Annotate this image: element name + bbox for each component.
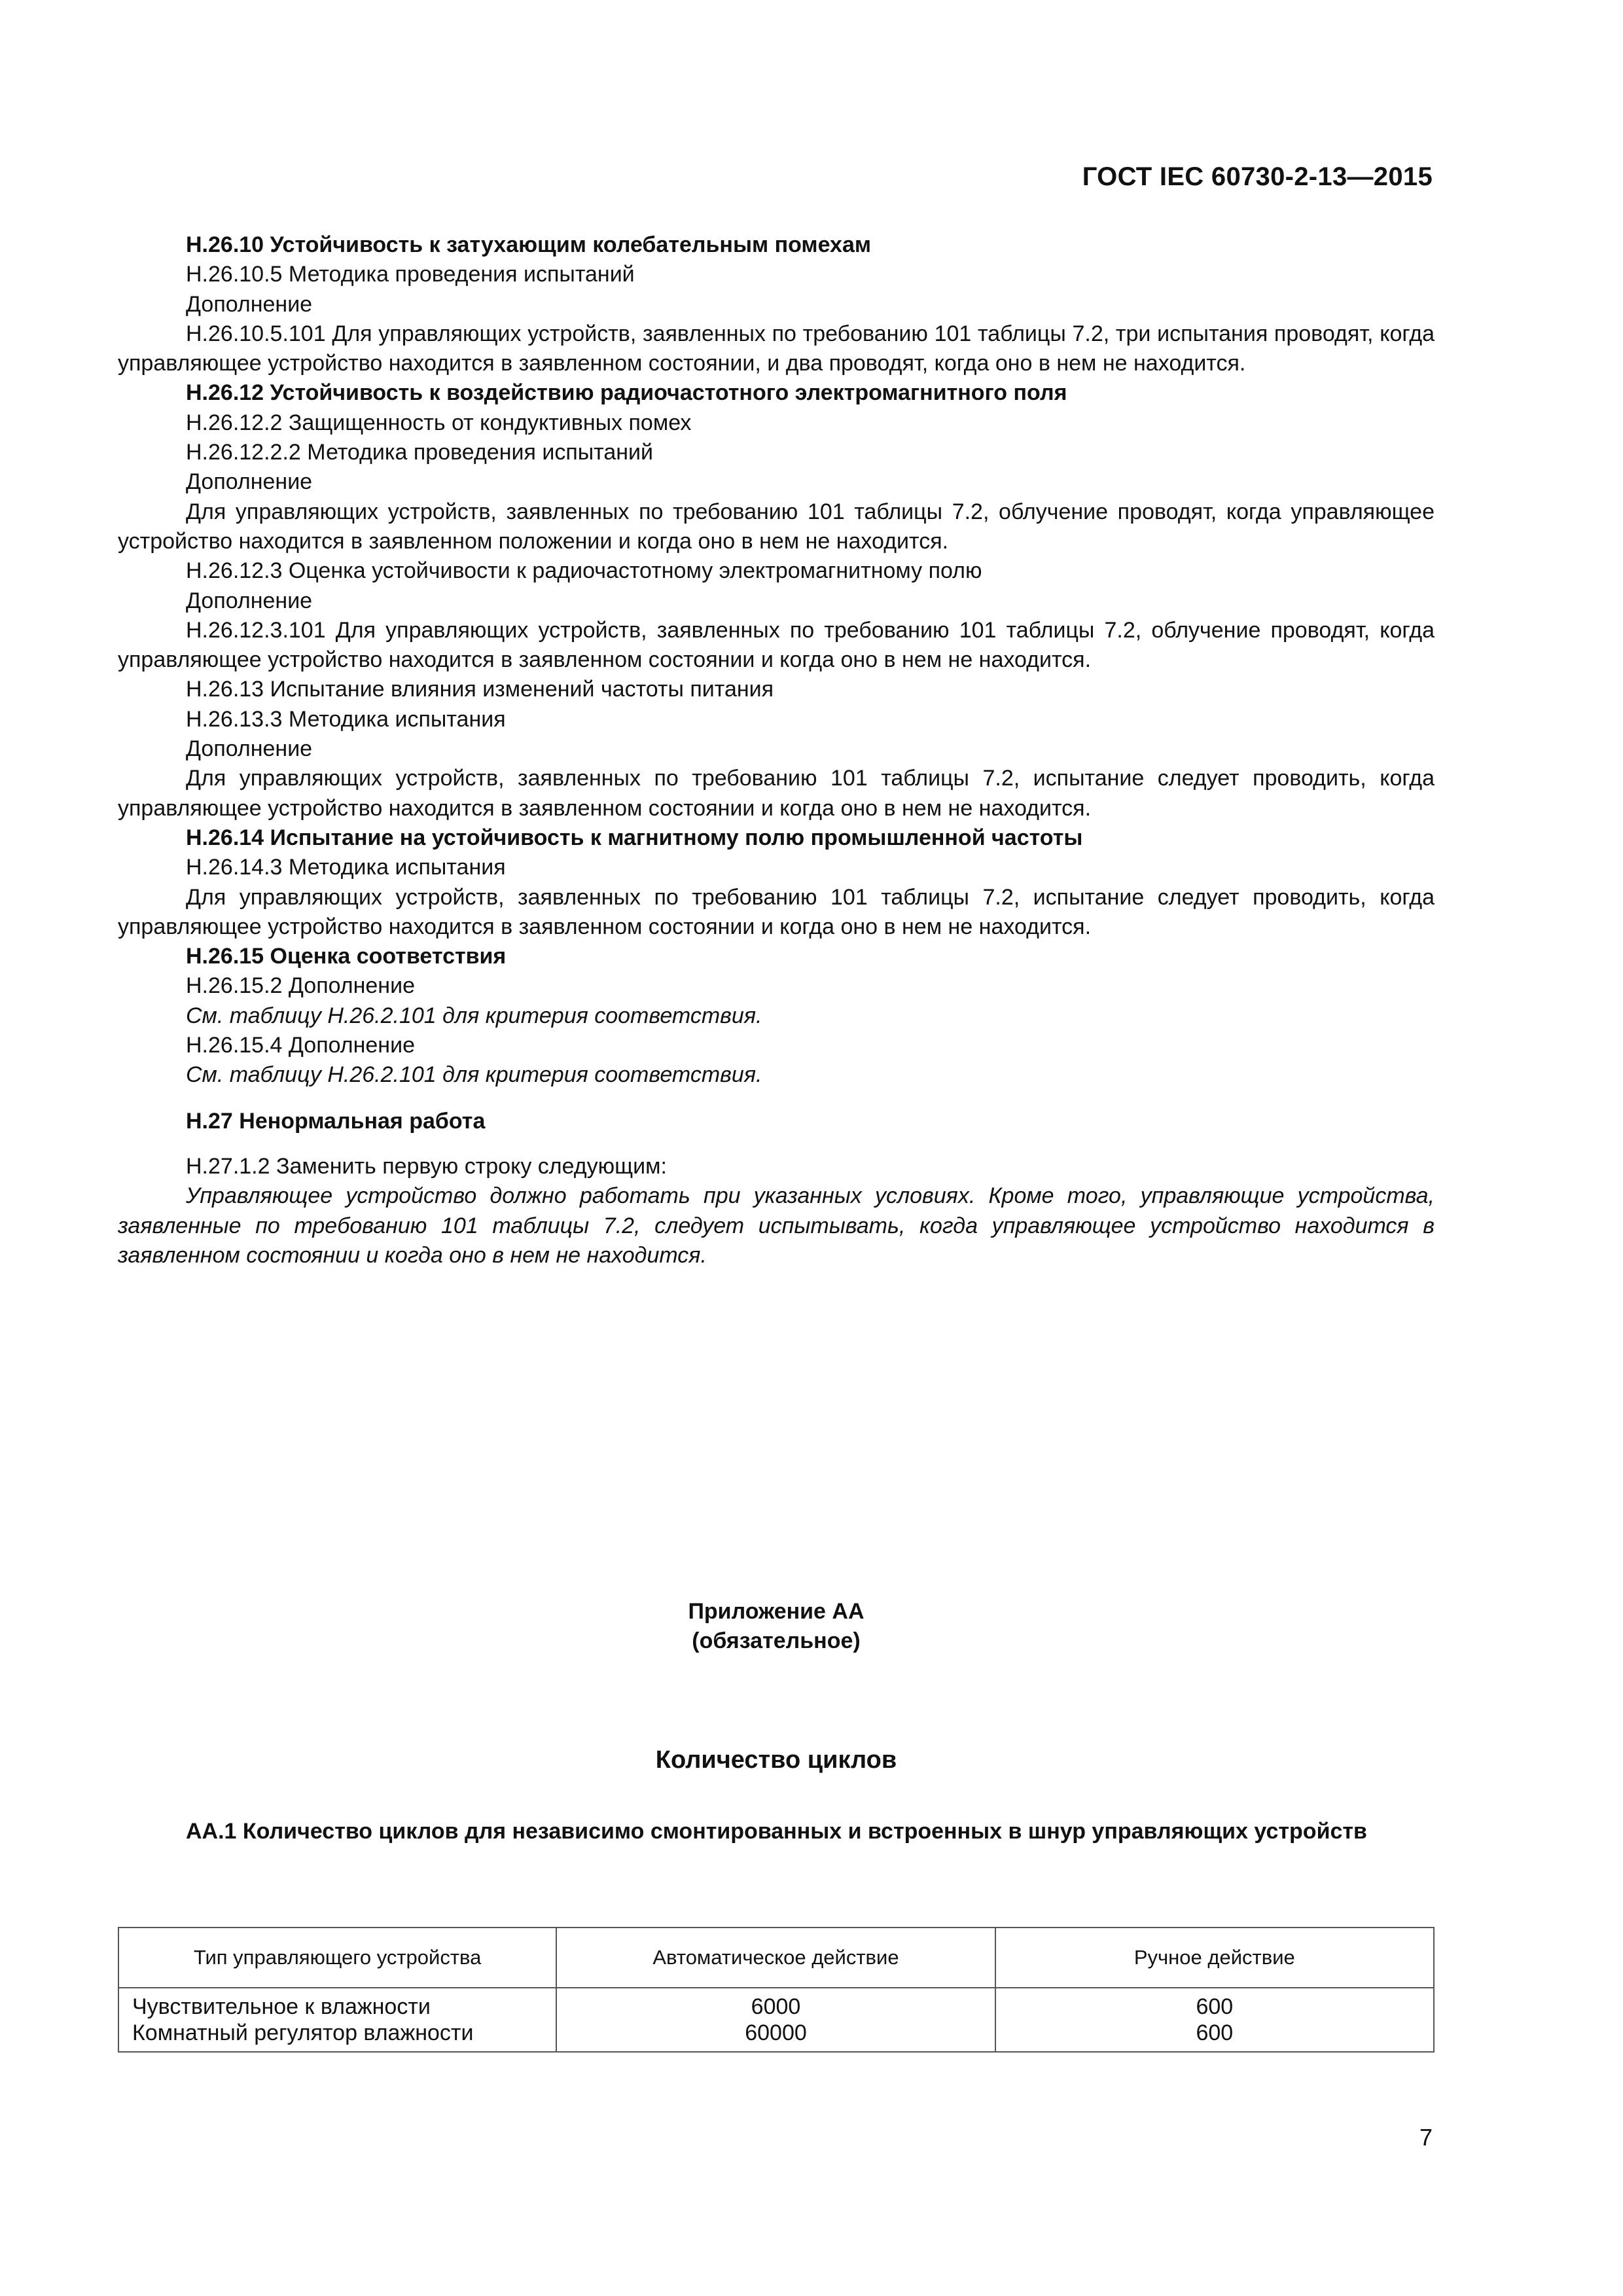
clause-h26-12-2-2: H.26.12.2.2 Методика проведения испытаний — [186, 440, 654, 465]
table-cell-automatic — [556, 1988, 995, 2052]
heading-h26-10: H.26.10 Устойчивость к затухающим колебательным помехам — [186, 232, 872, 257]
clause-h26-10-5-101: H.26.10.5.101 Для управляющих устройств, заявленных по требованию 101 таблицы 7.2, три испытания проводят, когда управляющее устройство находится в заявленном состоянии, и два проводят, когда оно в нем не находится. — [118, 321, 1435, 376]
addition-label: Дополнение — [186, 469, 313, 495]
appendix-heading — [118, 1597, 1435, 1656]
table-cell-manual — [995, 1988, 1434, 2052]
clause-h26-12-3-101: H.26.12.3.101 Для управляющих устройств, заявленных по требованию 101 таблицы 7.2, облучение проводят, когда управляющее устройство находится в заявленном состоянии и когда оно в нем не находится. — [118, 617, 1435, 673]
clause-h26-15-4: H.26.15.4 Дополнение — [186, 1033, 415, 1058]
see-table-note: См. таблицу H.26.2.101 для критерия соответствия. — [186, 1003, 762, 1028]
clause-h26-12-2: H.26.12.2 Защищенность от кондуктивных помех — [186, 410, 692, 435]
see-table-note: См. таблицу H.26.2.101 для критерия соответствия. — [186, 1062, 762, 1088]
paragraph-h26-12-2-2: Для управляющих устройств, заявленных по требованию 101 таблицы 7.2, облучение проводят, когда управляющее устройство находится в заявленном положении и когда оно в нем не находится. — [118, 499, 1435, 554]
column-header-control-type: Тип управляющего устройства — [118, 1928, 556, 1988]
addition-label: Дополнение — [186, 291, 313, 317]
column-header-manual-action: Ручное действие — [995, 1928, 1434, 1988]
column-header-automatic-action: Автоматическое действие — [556, 1928, 995, 1988]
clause-h26-13-3: H.26.13.3 Методика испытания — [186, 706, 506, 732]
table-header-row — [118, 1928, 1434, 1988]
clause-h26-10-5: H.26.10.5 Методика проведения испытаний — [186, 262, 635, 287]
heading-h27: H.27 Ненормальная работа — [186, 1108, 486, 1134]
paragraph-h26-13-3: Для управляющих устройств, заявленных по требованию 101 таблицы 7.2, испытание следует проводить, когда управляющее устройство находится в заявленном состоянии и когда оно в нем не находится. — [118, 766, 1435, 821]
cell-value: 600 — [1196, 2020, 1234, 2045]
heading-h26-15: H.26.15 Оценка соответствия — [186, 944, 507, 969]
row-label: Комнатный регулятор влажности — [132, 2020, 474, 2045]
cycles-table — [118, 1927, 1435, 2053]
section-title: Количество циклов — [655, 1746, 897, 1774]
appendix-title: Приложение АА — [688, 1599, 865, 1624]
table-cell-types — [118, 1988, 556, 2052]
heading-aa1: АА.1 Количество циклов для независимо смонтированных и встроенных в шнур управляющих устройств — [186, 1819, 1367, 1844]
cell-value: 60000 — [745, 2020, 807, 2045]
addition-label: Дополнение — [186, 736, 313, 762]
addition-label: Дополнение — [186, 588, 313, 613]
clause-h26-13: H.26.13 Испытание влияния изменений частоты питания — [186, 677, 774, 702]
heading-h26-12: H.26.12 Устойчивость к воздействию радиочастотного электромагнитного поля — [186, 380, 1067, 406]
paragraph-h26-14-3: Для управляющих устройств, заявленных по требованию 101 таблицы 7.2, испытание следует проводить, когда управляющее устройство находится в заявленном состоянии и когда оно в нем не находится. — [118, 884, 1435, 939]
cell-value: 6000 — [751, 1994, 801, 2019]
table-row — [118, 1988, 1434, 2052]
clause-h26-15-2: H.26.15.2 Дополнение — [186, 973, 415, 999]
clause-h26-14-3: H.26.14.3 Методика испытания — [186, 855, 506, 880]
row-label: Чувствительное к влажности — [132, 1994, 431, 2019]
cell-value: 600 — [1196, 1994, 1234, 2019]
clause-h27-1-2: H.27.1.2 Заменить первую строку следующим: — [186, 1153, 667, 1179]
clause-h26-12-3: H.26.12.3 Оценка устойчивости к радиочастотному электромагнитному полю — [186, 558, 982, 584]
appendix-status: (обязательное) — [692, 1628, 861, 1653]
heading-h26-14: H.26.14 Испытание на устойчивость к магнитному полю промышленной частоты — [186, 825, 1083, 850]
page-number: 7 — [1419, 2124, 1433, 2151]
paragraph-h27-replacement: Управляющее устройство должно работать при указанных условиях. Кроме того, управляющие устройства, заявленные по требованию 101 таблицы 7.2, следует испытывать, когда управляющее устройство находится в заявленном состоянии и когда оно в нем не находится. — [118, 1183, 1435, 1268]
document-code: ГОСТ IEC 60730-2-13—2015 — [1082, 162, 1433, 191]
document-body — [118, 230, 1435, 1270]
